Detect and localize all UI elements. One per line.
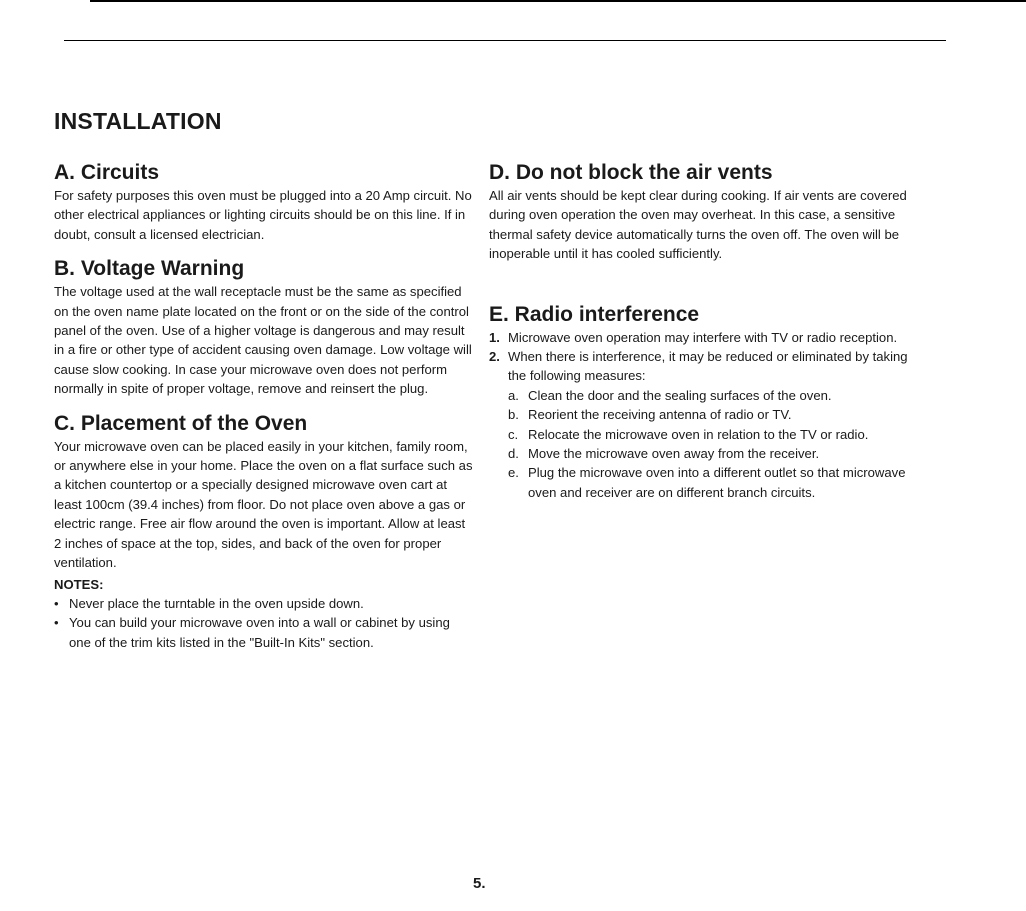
air-vents-body: All air vents should be kept clear during cooking. If air vents are covered during oven operation the oven may overheat. In this case, a sensitive thermal safety device automatically turns the oven off. The oven will be inoperable until it has cooled sufficiently. xyxy=(489,188,907,262)
notes-label: NOTES: xyxy=(54,576,104,592)
notes-list xyxy=(54,594,474,652)
note-text: Never place the turntable in the oven upside down. xyxy=(69,595,364,611)
measure-text: Clean the door and the sealing surfaces of the oven. xyxy=(528,387,832,403)
voltage-warning-body: The voltage used at the wall receptacle must be the same as specified on the oven name plate located on the front or on the side of the control panel of the oven. Use of a higher voltage is dangerous and may result in a fire or other type of accident causing oven damage. Low voltage will cause slow cooking. In case your microwave oven does not perform normally in spite of proper voltage, remove and reinsert the plug. xyxy=(54,284,472,397)
page-number: 5. xyxy=(473,875,486,892)
bullet-icon: • xyxy=(54,615,59,631)
header-rule xyxy=(64,40,946,41)
measure-text: Plug the microwave oven into a different outlet so that microwave oven and receiver are on different branch circuits. xyxy=(528,465,906,500)
measure-letter: e. xyxy=(508,465,519,481)
list-item xyxy=(508,463,919,502)
page-title: INSTALLATION xyxy=(54,108,222,134)
radio-interference-heading: E. Radio interference xyxy=(489,302,700,326)
top-rule xyxy=(90,0,1026,2)
list-item xyxy=(508,405,919,424)
item-text: Microwave oven operation may interfere with TV or radio reception. xyxy=(508,329,898,345)
measure-text: Move the microwave oven away from the receiver. xyxy=(528,446,820,462)
list-item xyxy=(54,594,474,613)
measures-wrap xyxy=(508,386,919,502)
right-column xyxy=(489,160,919,502)
section-placement xyxy=(54,411,474,652)
placement-body: Your microwave oven can be placed easily in your kitchen, family room, or anywhere else in your home. Place the oven on a flat surface such as a kitchen countertop or a specially designed microwave oven cart at least 100cm (39.4 inches) from floor. Do not place oven above a gas or electric range. Free air flow around the oven is important. Allow at least 2 inches of space at the top, sides, and back of the oven for proper ventilation. xyxy=(54,438,473,571)
placement-heading: C. Placement of the Oven xyxy=(54,411,308,435)
interference-list xyxy=(489,328,919,386)
section-circuits xyxy=(54,160,474,244)
note-text: You can build your microwave oven into a wall or cabinet by using one of the trim kits listed in the "Built-In Kits" section. xyxy=(69,615,450,650)
list-item xyxy=(508,444,919,463)
item-number: 2. xyxy=(489,349,500,365)
measure-text: Reorient the receiving antenna of radio or TV. xyxy=(528,407,792,423)
circuits-heading: A. Circuits xyxy=(54,161,160,184)
measures-list xyxy=(508,386,919,502)
section-radio-interference xyxy=(489,302,919,503)
list-item xyxy=(508,425,919,444)
air-vents-heading: D. Do not block the air vents xyxy=(489,161,773,184)
list-item xyxy=(489,347,919,386)
list-item xyxy=(489,328,919,347)
list-item xyxy=(508,386,919,405)
measure-letter: a. xyxy=(508,387,519,403)
measure-letter: c. xyxy=(508,426,519,442)
circuits-body: For safety purposes this oven must be plugged into a 20 Amp circuit. No other electrical appliances or lighting circuits should be on this line. If in doubt, consult a licensed electrician. xyxy=(54,188,472,242)
list-item xyxy=(54,613,474,652)
item-text: When there is interference, it may be reduced or eliminated by taking the following measures: xyxy=(508,349,908,384)
item-number: 1. xyxy=(489,329,500,345)
voltage-warning-heading: B. Voltage Warning xyxy=(54,257,245,281)
bullet-icon: • xyxy=(54,595,59,611)
section-air-vents xyxy=(489,160,919,264)
measure-text: Relocate the microwave oven in relation to the TV or radio. xyxy=(528,426,869,442)
measure-letter: d. xyxy=(508,446,519,462)
left-column xyxy=(54,160,474,652)
measure-letter: b. xyxy=(508,407,519,423)
section-voltage-warning xyxy=(54,256,474,398)
